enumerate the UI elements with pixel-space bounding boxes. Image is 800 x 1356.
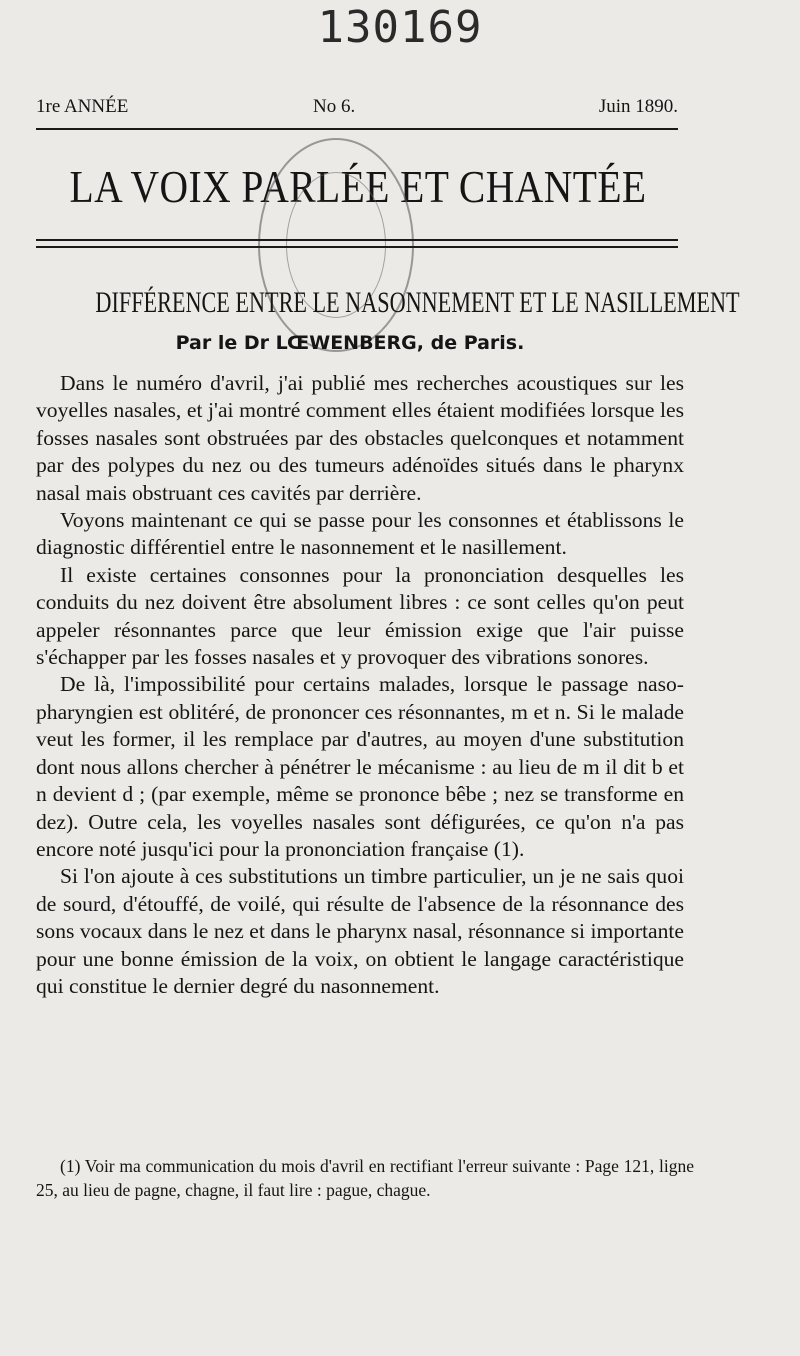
- paragraph: Il existe certaines consonnes pour la prononciation desquelles les conduits du nez doivent être absolument libres : ce sont celles qu'on peut appeler résonnantes parce que leur émission exige que l'air puisse s'échapper par les fosses nasales et y provoquer des vibrations sonores.: [36, 562, 684, 670]
- footnote-text: (1) Voir ma communication du mois d'avril en rectifiant l'erreur suivante : Page 121, ligne 25, au lieu de pagne, chagne, il faut lire : pague, chague.: [36, 1156, 694, 1200]
- journal-title: LA VOIX PARLÉE ET CHANTÉE: [69, 161, 647, 212]
- title-rule-top: [36, 239, 678, 241]
- paragraph: De là, l'impossibilité pour certains malades, lorsque le passage naso-pharyngien est oblitéré, de prononcer ces résonnantes, m et n. Si le malade veut les former, il les remplace par d'autres, au moyen d'une substitution dont nous allons chercher à pénétrer le mécanisme : au lieu de m il dit b et n devient d ; (par exemple, même se prononce bêbe ; nez se transforme en dez). Outre cela, les voyelles nasales sont défigurées, ce qu'on n'a pas encore noté jusqu'ici pour la prononciation française (1).: [36, 672, 684, 861]
- header-date: Juin 1890.: [598, 96, 678, 117]
- paragraph: Voyons maintenant ce qui se passe pour les consonnes et établissons le diagnostic différentiel entre le nasonnement et le nasillement.: [36, 508, 684, 560]
- paragraph: Si l'on ajoute à ces substitutions un timbre particulier, un je ne sais quoi de sourd, d'étouffé, de voilé, qui résulte de l'absence de la résonnance des sons vocaux dans le nez et dans le pharynx nasal, résonnance si importante pour une bonne émission de la voix, on obtient le langage caractéristique qui constitue le dernier degré du nasonnement.: [36, 864, 684, 998]
- title-rule-bottom: [36, 246, 678, 248]
- running-header: [36, 96, 678, 126]
- header-year: 1re ANNÉE: [36, 96, 129, 117]
- header-rule: [36, 128, 678, 130]
- article-byline: Par le Dr LŒWENBERG, de Paris.: [175, 332, 525, 354]
- paragraph: Dans le numéro d'avril, j'ai publié mes recherches acoustiques sur les voyelles nasales, et j'ai montré comment elles étaient modifiées lorsque les fosses nasales sont obstruées par des obstacles quelconques et notamment par des polypes du nez ou des tumeurs adénoïdes situés dans le pharynx nasal mais obstruant ces cavités par derrière.: [36, 371, 684, 505]
- article-title: DIFFÉRENCE ENTRE LE NASONNEMENT ET LE NASILLEMENT: [95, 286, 740, 319]
- footnote: [36, 1154, 694, 1202]
- header-issue: No 6.: [313, 96, 356, 117]
- shelfmark-number: 130169: [317, 2, 483, 53]
- article-body: [36, 370, 684, 1000]
